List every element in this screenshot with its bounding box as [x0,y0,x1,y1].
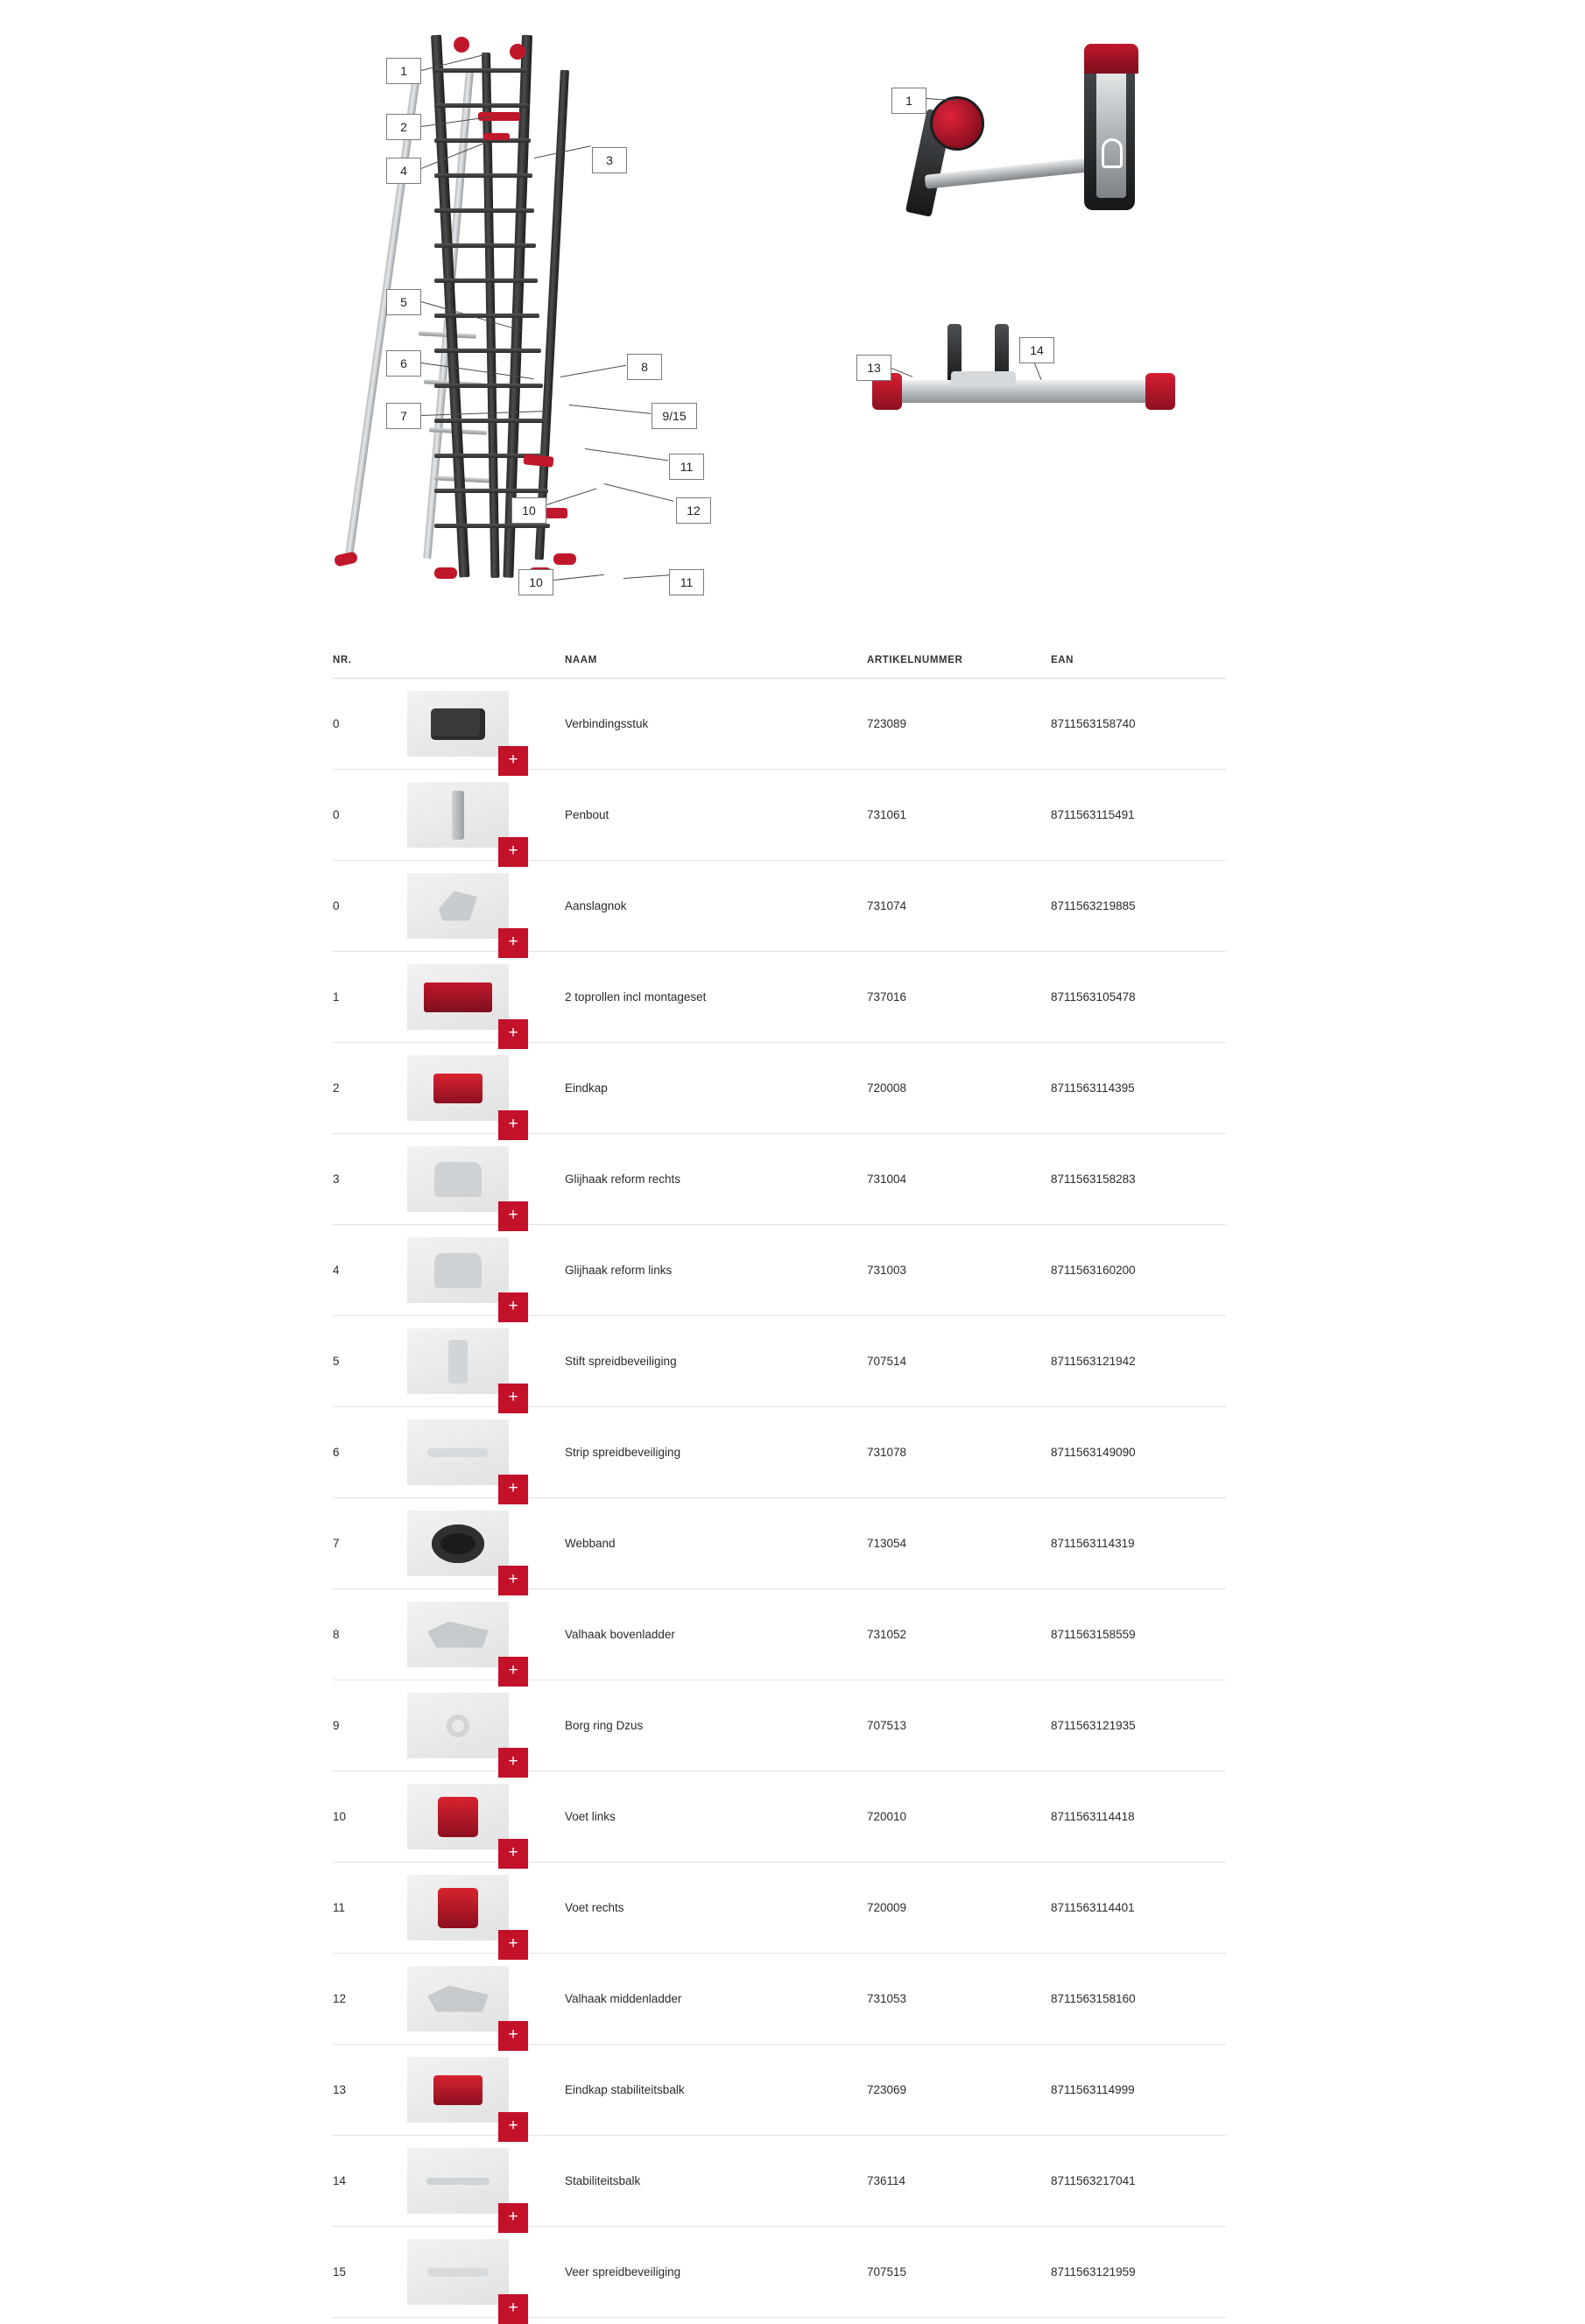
header-article: ARTIKELNUMMER [867,648,1051,679]
cell-ean: 8711563158160 [1051,1954,1226,2045]
part-thumbnail [407,1602,518,1680]
callout-9-15: 9/15 [652,403,697,429]
part-image [407,1328,509,1394]
cell-ean: 8711563217041 [1051,2136,1226,2227]
part-image [407,1146,509,1212]
cell-name: Eindkap [565,1043,867,1134]
callout-7: 7 [386,403,421,429]
callout-1: 1 [386,58,421,84]
cell-article-number: 731061 [867,770,1051,861]
part-thumbnail [407,1966,518,2044]
callout-14: 14 [1019,337,1054,363]
table-row [333,1498,1226,1589]
part-image [407,1966,509,2032]
cell-ean: 8711563158559 [1051,1589,1226,1680]
part-image [407,1511,509,1576]
cell-ean: 8711563219885 [1051,861,1226,952]
cell-name: Webband [565,1498,867,1589]
cell-nr: 0 [333,861,407,952]
cell-name: Voet links [565,1771,867,1863]
add-to-cart-button[interactable]: + [498,2021,528,2051]
cell-ean: 8711563121959 [1051,2227,1226,2318]
top-roller-marker-2 [510,44,525,60]
cell-nr: 7 [333,1498,407,1589]
part-image [407,691,509,757]
cell-article-number: 731052 [867,1589,1051,1680]
cell-nr: 10 [333,1771,407,1863]
part-thumbnail [407,1419,518,1497]
cell-ean: 8711563160200 [1051,1225,1226,1316]
table-row [333,1225,1226,1316]
part-thumbnail [407,964,518,1042]
cell-name: Glijhaak reform links [565,1225,867,1316]
parts-table-wrapper [333,648,1226,2318]
table-row [333,1043,1226,1134]
table-row [333,770,1226,861]
cell-nr: 3 [333,1134,407,1225]
cell-nr: 13 [333,2045,407,2136]
add-to-cart-button[interactable]: + [498,2294,528,2324]
callout-12: 12 [676,497,711,524]
part-thumbnail [407,1693,518,1771]
cell-article-number: 731074 [867,861,1051,952]
add-to-cart-button[interactable]: + [498,1201,528,1231]
cell-article-number: 731078 [867,1407,1051,1498]
part-thumbnail [407,691,518,769]
callout-10: 10 [511,497,546,524]
part-thumbnail [407,1784,518,1862]
callout-6: 6 [386,350,421,377]
table-row [333,1134,1226,1225]
table-row [333,861,1226,952]
cell-name: Valhaak middenladder [565,1954,867,2045]
cell-name: Aanslagnok [565,861,867,952]
table-row [333,1316,1226,1407]
parts-table [333,648,1226,2318]
callout-10b: 10 [518,569,553,595]
callout-4: 4 [386,158,421,184]
part-image [407,1875,509,1940]
cell-nr: 2 [333,1043,407,1134]
add-to-cart-button[interactable]: + [498,746,528,776]
cell-ean: 8711563114395 [1051,1043,1226,1134]
part-thumbnail [407,1875,518,1953]
cell-ean: 8711563115491 [1051,770,1226,861]
table-row [333,679,1226,770]
part-thumbnail [407,1511,518,1588]
add-to-cart-button[interactable]: + [498,2203,528,2233]
part-image [407,1419,509,1485]
add-to-cart-button[interactable]: + [498,1839,528,1869]
cell-article-number: 731004 [867,1134,1051,1225]
cell-article-number: 707514 [867,1316,1051,1407]
cell-nr: 6 [333,1407,407,1498]
header-name: NAAM [565,648,867,679]
add-to-cart-button[interactable]: + [498,1748,528,1778]
part-image [407,1693,509,1758]
cell-name: Eindkap stabiliteitsbalk [565,2045,867,2136]
add-to-cart-button[interactable]: + [498,1384,528,1413]
add-to-cart-button[interactable]: + [498,1110,528,1140]
cell-ean: 8711563114319 [1051,1498,1226,1589]
header-nr: NR. [333,648,407,679]
cell-ean: 8711563158283 [1051,1134,1226,1225]
callout-11b: 11 [669,569,704,595]
cell-ean: 8711563158740 [1051,679,1226,770]
add-to-cart-button[interactable]: + [498,1292,528,1322]
cell-name: Strip spreidbeveiliging [565,1407,867,1498]
cell-article-number: 723089 [867,679,1051,770]
cell-nr: 15 [333,2227,407,2318]
add-to-cart-button[interactable]: + [498,928,528,958]
table-row [333,2136,1226,2227]
part-image [407,2148,509,2214]
cell-article-number: 720009 [867,1863,1051,1954]
part-image [407,1602,509,1667]
cell-article-number: 736114 [867,2136,1051,2227]
table-row [333,1954,1226,2045]
part-thumbnail [407,1055,518,1133]
part-image [407,1055,509,1121]
cell-article-number: 720008 [867,1043,1051,1134]
part-thumbnail [407,2148,518,2226]
header-image [407,648,565,679]
cell-nr: 5 [333,1316,407,1407]
cell-ean: 8711563121942 [1051,1316,1226,1407]
table-row [333,1407,1226,1498]
cell-name: Verbindingsstuk [565,679,867,770]
part-image [407,1237,509,1303]
cell-article-number: 707513 [867,1680,1051,1771]
cell-nr: 0 [333,679,407,770]
add-to-cart-button[interactable]: + [498,1475,528,1504]
top-roller-detail [893,35,1261,236]
cell-ean: 8711563114418 [1051,1771,1226,1863]
add-to-cart-button[interactable]: + [498,1657,528,1687]
cell-nr: 14 [333,2136,407,2227]
cell-ean: 8711563105478 [1051,952,1226,1043]
table-header-row [333,648,1226,679]
part-thumbnail [407,1328,518,1406]
cell-ean: 8711563121935 [1051,1680,1226,1771]
table-row [333,2045,1226,2136]
add-to-cart-button[interactable]: + [498,837,528,867]
cell-article-number: 713054 [867,1498,1051,1589]
cell-article-number: 731003 [867,1225,1051,1316]
ladder-illustration [350,18,718,613]
cell-article-number: 723069 [867,2045,1051,2136]
cell-name: Glijhaak reform rechts [565,1134,867,1225]
cell-article-number: 731053 [867,1954,1051,2045]
table-row [333,2227,1226,2318]
add-to-cart-button[interactable]: + [498,2112,528,2142]
add-to-cart-button[interactable]: + [498,1566,528,1595]
add-to-cart-button[interactable]: + [498,1930,528,1960]
part-thumbnail [407,1146,518,1224]
cell-name: 2 toprollen incl montageset [565,952,867,1043]
cell-nr: 11 [333,1863,407,1954]
callout-3: 3 [592,147,627,173]
cell-nr: 8 [333,1589,407,1680]
callout-13: 13 [856,355,891,381]
cell-nr: 9 [333,1680,407,1771]
add-to-cart-button[interactable]: + [498,1019,528,1049]
callout-8: 8 [627,354,662,380]
cell-name: Valhaak bovenladder [565,1589,867,1680]
table-row [333,1863,1226,1954]
cell-ean: 8711563114999 [1051,2045,1226,2136]
cell-name: Stabiliteitsbalk [565,2136,867,2227]
table-row [333,1589,1226,1680]
part-image [407,2057,509,2123]
cell-name: Borg ring Dzus [565,1680,867,1771]
table-row [333,952,1226,1043]
part-image [407,1784,509,1849]
part-image [407,964,509,1030]
callout-11: 11 [669,454,704,480]
cell-nr: 4 [333,1225,407,1316]
callout-detail-1: 1 [891,88,926,114]
cell-article-number: 707515 [867,2227,1051,2318]
top-roller-marker [454,37,469,53]
parts-diagram [0,0,1585,630]
table-row [333,1680,1226,1771]
part-thumbnail [407,2239,518,2317]
cell-ean: 8711563149090 [1051,1407,1226,1498]
cell-name: Veer spreidbeveiliging [565,2227,867,2318]
cell-nr: 1 [333,952,407,1043]
cell-article-number: 720010 [867,1771,1051,1863]
header-ean: EAN [1051,648,1226,679]
cell-name: Penbout [565,770,867,861]
table-row [333,1771,1226,1863]
cell-name: Stift spreidbeveiliging [565,1316,867,1407]
part-image [407,782,509,848]
part-image [407,873,509,939]
part-thumbnail [407,782,518,860]
callout-5: 5 [386,289,421,315]
cell-nr: 0 [333,770,407,861]
cell-nr: 12 [333,1954,407,2045]
cell-name: Voet rechts [565,1863,867,1954]
part-thumbnail [407,873,518,951]
part-image [407,2239,509,2305]
cell-ean: 8711563114401 [1051,1863,1226,1954]
cell-article-number: 737016 [867,952,1051,1043]
callout-2: 2 [386,114,421,140]
part-thumbnail [407,2057,518,2135]
part-thumbnail [407,1237,518,1315]
